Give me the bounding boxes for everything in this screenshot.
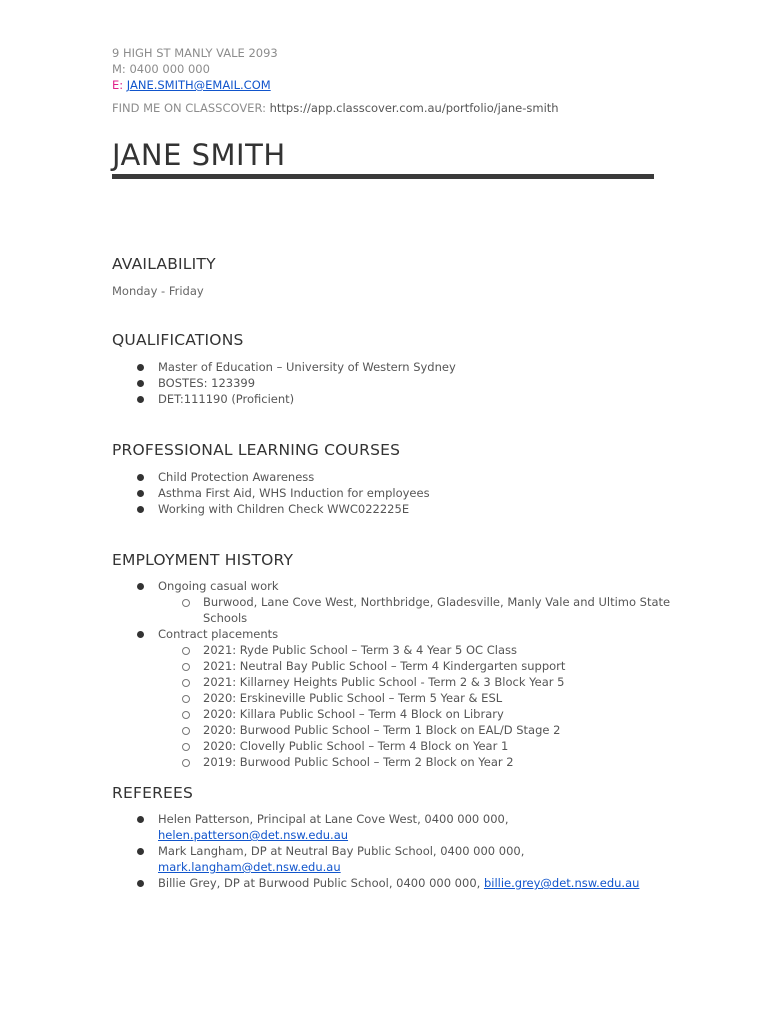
courses-list xyxy=(112,469,672,517)
classcover-label: FIND ME ON CLASSCOVER: xyxy=(112,101,266,115)
list-item xyxy=(112,811,672,843)
contract-placements-label: Contract placements xyxy=(158,627,279,641)
qualifications-heading: QUALIFICATIONS xyxy=(112,331,244,349)
employment-list xyxy=(112,578,672,770)
email-label: E: xyxy=(112,78,124,92)
list-item: DET:111190 (Proficient) xyxy=(112,391,672,407)
list-item: Child Protection Awareness xyxy=(112,469,672,485)
courses-heading: PROFESSIONAL LEARNING COURSES xyxy=(112,441,401,459)
list-item: BOSTES: 123399 xyxy=(112,375,672,391)
list-item xyxy=(112,843,672,875)
referee-text: Billie Grey, DP at Burwood Public School, 0400 000 000, xyxy=(158,876,481,890)
list-item xyxy=(112,578,672,626)
sub-list-item: 2020: Killara Public School – Term 4 Block on Library xyxy=(158,706,672,722)
list-item: Asthma First Aid, WHS Induction for employees xyxy=(112,485,672,501)
sub-list-item: Burwood, Lane Cove West, Northbridge, Gladesville, Manly Vale and Ultimo State Schools xyxy=(158,594,672,626)
referee-email-link[interactable]: billie.grey@det.nsw.edu.au xyxy=(483,876,640,890)
referee-email-link[interactable]: helen.patterson@det.nsw.edu.au xyxy=(158,828,349,842)
availability-heading: AVAILABILITY xyxy=(112,255,216,273)
classcover-url[interactable]: https://app.classcover.com.au/portfolio/jane-smith xyxy=(269,101,559,115)
contact-block xyxy=(112,45,278,93)
referee-email-link[interactable]: mark.langham@det.nsw.edu.au xyxy=(158,860,341,874)
employment-heading: EMPLOYMENT HISTORY xyxy=(112,551,294,569)
candidate-name: JANE SMITH xyxy=(112,138,286,172)
qualifications-list xyxy=(112,359,672,407)
availability-text: Monday - Friday xyxy=(112,284,204,298)
casual-work-sublist xyxy=(158,594,672,626)
sub-list-item: 2020: Burwood Public School – Term 1 Block on EAL/D Stage 2 xyxy=(158,722,672,738)
classcover-line xyxy=(112,100,559,116)
referees-heading: REFEREES xyxy=(112,784,194,802)
sub-list-item: 2020: Clovelly Public School – Term 4 Block on Year 1 xyxy=(158,738,672,754)
email-line xyxy=(112,77,278,93)
list-item: Working with Children Check WWC022225E xyxy=(112,501,672,517)
casual-work-label: Ongoing casual work xyxy=(158,579,279,593)
name-divider xyxy=(112,174,654,179)
list-item: Master of Education – University of Western Sydney xyxy=(112,359,672,375)
email-link[interactable]: JANE.SMITH@EMAIL.COM xyxy=(126,78,271,92)
sub-list-item: 2021: Killarney Heights Public School - Term 2 & 3 Block Year 5 xyxy=(158,674,672,690)
referees-list xyxy=(112,811,672,891)
referee-text: Mark Langham, DP at Neutral Bay Public School, 0400 000 000, xyxy=(158,844,525,858)
referee-text: Helen Patterson, Principal at Lane Cove West, 0400 000 000, xyxy=(158,812,509,826)
list-item xyxy=(112,626,672,770)
contract-placements-sublist xyxy=(158,642,672,770)
sub-list-item: 2019: Burwood Public School – Term 2 Block on Year 2 xyxy=(158,754,672,770)
sub-list-item: 2021: Ryde Public School – Term 3 & 4 Year 5 OC Class xyxy=(158,642,672,658)
list-item xyxy=(112,875,672,891)
mobile: M: 0400 000 000 xyxy=(112,62,210,76)
address: 9 HIGH ST MANLY VALE 2093 xyxy=(112,46,278,60)
sub-list-item: 2020: Erskineville Public School – Term 5 Year & ESL xyxy=(158,690,672,706)
sub-list-item: 2021: Neutral Bay Public School – Term 4 Kindergarten support xyxy=(158,658,672,674)
